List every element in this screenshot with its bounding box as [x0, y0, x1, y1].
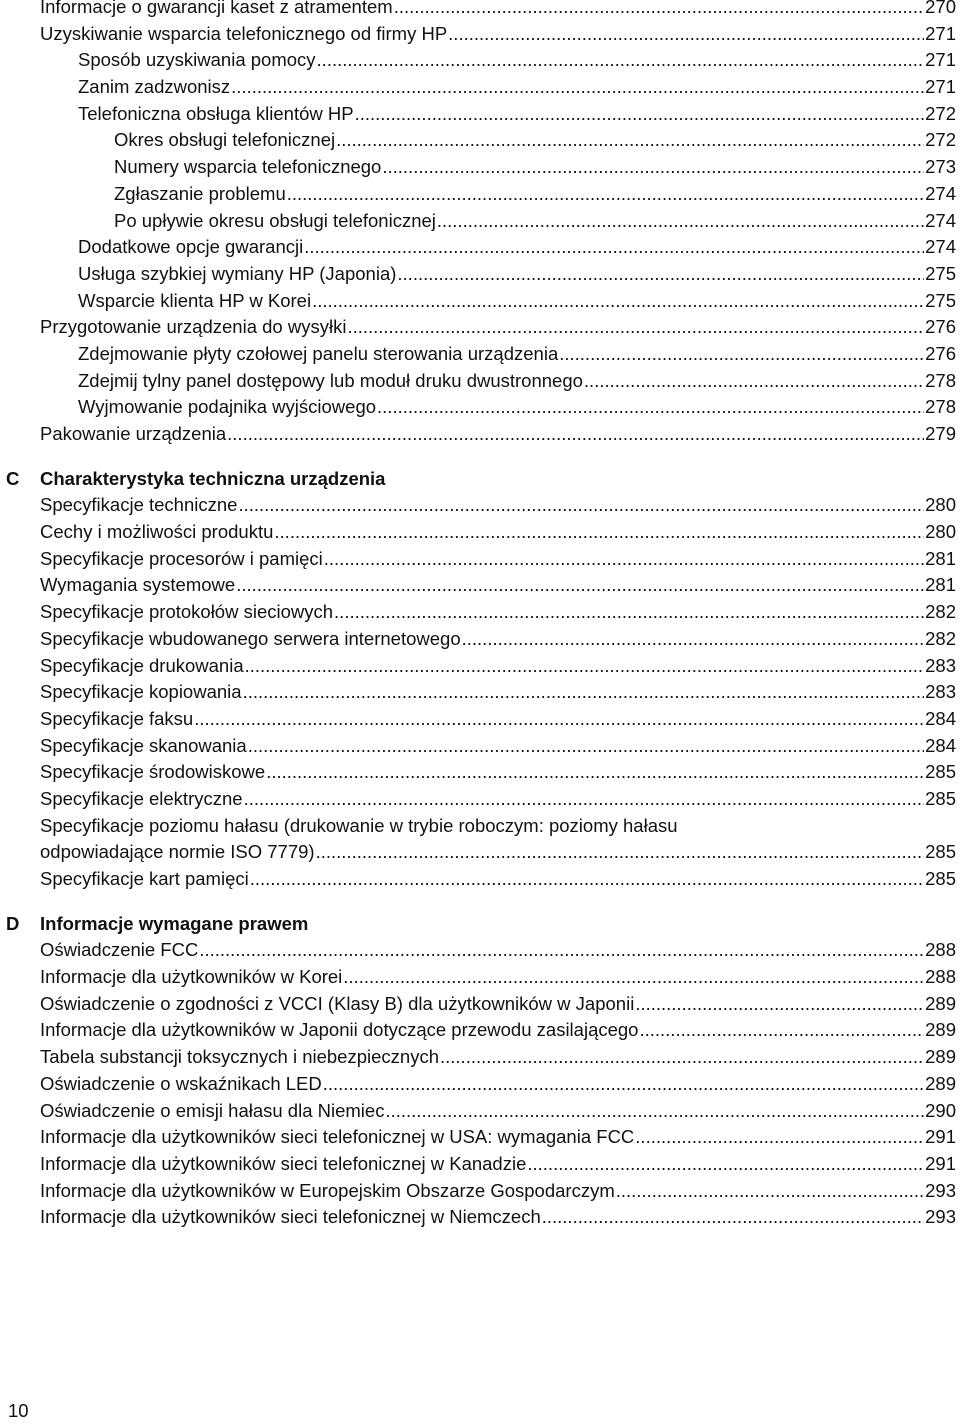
dot-leader	[317, 47, 925, 74]
toc-page-number: 289	[925, 1046, 956, 1068]
toc-entry[interactable]	[0, 101, 960, 128]
toc-entry-title: Informacje dla użytkowników w Europejskim Obszarze Gospodarczym	[40, 1179, 615, 1201]
toc-page-number: 274	[925, 209, 956, 231]
toc-entry[interactable]	[0, 1098, 960, 1125]
toc-page-number: 282	[925, 627, 956, 649]
toc-page-number: 289	[925, 992, 956, 1014]
dot-leader	[355, 101, 925, 128]
toc-entry-title-line1: Specyfikacje poziomu hałasu (drukowanie w trybie roboczym: poziomy hałasu	[40, 814, 678, 836]
dot-leader	[287, 181, 924, 208]
toc-page-number: 278	[925, 369, 956, 391]
toc-entry-title: Zdejmij tylny panel dostępowy lub moduł druku dwustronnego	[78, 369, 583, 391]
toc-page-number: 270	[925, 0, 956, 17]
toc-page-number: 284	[925, 734, 956, 756]
dot-leader	[635, 1124, 924, 1151]
toc-entry[interactable]	[0, 1044, 960, 1071]
toc-entry[interactable]	[0, 234, 960, 261]
toc-entry-title: Uzyskiwanie wsparcia telefonicznego od firmy HP	[40, 22, 448, 44]
dot-leader	[324, 546, 924, 573]
toc-entry-title: Specyfikacje techniczne	[40, 494, 238, 516]
toc-entry[interactable]	[0, 368, 960, 395]
toc-entry-title: Tabela substancji toksycznych i niebezpiecznych	[40, 1046, 439, 1068]
toc-entry-title: Specyfikacje procesorów i pamięci	[40, 547, 323, 569]
toc-entry-title: Specyfikacje elektryczne	[40, 787, 243, 809]
toc-entry-title: Wsparcie klienta HP w Korei	[78, 289, 312, 311]
dot-leader	[394, 0, 924, 21]
toc-page-number: 280	[925, 494, 956, 516]
dot-leader	[382, 154, 924, 181]
toc-entry[interactable]	[0, 964, 960, 991]
toc-entry-title: Dodatkowe opcje gwarancji	[78, 236, 304, 258]
toc-entry-title: Informacje o gwarancji kaset z atramentem	[40, 0, 393, 17]
toc-page-number: 283	[925, 681, 956, 703]
toc-entry-title: Specyfikacje protokołów sieciowych	[40, 601, 334, 623]
toc-entry[interactable]	[0, 74, 960, 101]
toc-entry-title: Informacje dla użytkowników sieci telefonicznej w Niemczech	[40, 1206, 541, 1228]
toc-page-number: 285	[925, 761, 956, 783]
dot-leader	[323, 1071, 924, 1098]
toc-entry[interactable]	[0, 0, 960, 21]
toc-entry-title: Informacje dla użytkowników sieci telefonicznej w USA: wymagania FCC	[40, 1126, 635, 1148]
toc-entry[interactable]	[0, 208, 960, 235]
toc-entry-title: Cechy i możliwości produktu	[40, 521, 274, 543]
toc-entry-wrapped-line2[interactable]	[0, 839, 960, 866]
dot-leader	[377, 394, 924, 421]
toc-entry-title: Specyfikacje środowiskowe	[40, 761, 266, 783]
toc-page-number: 274	[925, 236, 956, 258]
toc-entry-title: Oświadczenie o emisji hałasu dla Niemiec	[40, 1099, 385, 1121]
toc-entry-title: Numery wsparcia telefonicznego	[114, 156, 382, 178]
dot-leader	[274, 519, 924, 546]
dot-leader	[616, 1178, 924, 1205]
page-number: 10	[8, 1400, 29, 1421]
dot-leader	[304, 234, 924, 261]
toc-page-number: 271	[925, 22, 956, 44]
toc-page-number: 272	[925, 129, 956, 151]
dot-leader	[244, 786, 925, 813]
toc-page-number: 291	[925, 1126, 956, 1148]
dot-leader	[462, 626, 925, 653]
dot-leader	[266, 759, 924, 786]
toc-entry[interactable]	[0, 288, 960, 315]
dot-leader	[316, 839, 925, 866]
dot-leader	[437, 208, 924, 235]
dot-leader	[334, 599, 924, 626]
toc-page-number: 293	[925, 1206, 956, 1228]
toc-page-number: 271	[925, 76, 956, 98]
toc-page-number: 275	[925, 289, 956, 311]
toc-entry[interactable]	[0, 626, 960, 653]
toc-entry-title: Przygotowanie urządzenia do wysyłki	[40, 316, 347, 338]
toc-page-number: 280	[925, 521, 956, 543]
toc-page-number: 272	[925, 102, 956, 124]
toc-entry-title: Wyjmowanie podajnika wyjściowego	[78, 396, 377, 418]
chapter-title: Informacje wymagane prawem	[40, 912, 309, 934]
toc-page-number: 275	[925, 262, 956, 284]
toc-entry[interactable]	[0, 706, 960, 733]
toc-entry-title: Specyfikacje kart pamięci	[40, 868, 249, 889]
dot-leader	[527, 1151, 924, 1178]
toc-chapter-c-entries	[0, 492, 960, 812]
toc-entry[interactable]	[0, 127, 960, 154]
toc-entry-title: Oświadczenie o zgodności z VCCI (Klasy B) dla użytkowników w Japonii	[40, 992, 635, 1014]
toc-page-number: 283	[925, 654, 956, 676]
toc-page-number: 290	[925, 1099, 956, 1121]
chapter-c-heading	[0, 466, 960, 493]
toc-entry[interactable]	[0, 546, 960, 573]
dot-leader	[248, 733, 924, 760]
toc-page-number: 279	[925, 423, 956, 444]
toc-entry-title: Specyfikacje drukowania	[40, 654, 244, 676]
toc-page-number: 288	[925, 966, 956, 988]
dot-leader	[245, 653, 925, 680]
toc-entry-title: Informacje dla użytkowników w Japonii dotyczące przewodu zasilającego	[40, 1019, 639, 1041]
toc-entry[interactable]	[0, 21, 960, 48]
toc-entry[interactable]	[0, 1017, 960, 1044]
toc-entry[interactable]	[0, 786, 960, 813]
dot-leader	[243, 679, 925, 706]
toc-entry[interactable]	[0, 866, 960, 893]
toc-entry-title: Specyfikacje kopiowania	[40, 681, 242, 703]
toc-entry-wrapped[interactable]	[0, 813, 960, 840]
toc-page-number: 285	[925, 841, 956, 863]
dot-leader	[236, 572, 924, 599]
toc-entry[interactable]	[0, 1071, 960, 1098]
toc-entry[interactable]	[0, 733, 960, 760]
toc-entry-title: Po upływie okresu obsługi telefonicznej	[114, 209, 436, 231]
dot-leader	[343, 964, 924, 991]
toc-entry-title: Informacje dla użytkowników w Korei	[40, 966, 343, 988]
toc-entry[interactable]	[0, 154, 960, 181]
toc-chapter-d-entries	[0, 937, 960, 1231]
dot-leader	[635, 991, 924, 1018]
dot-leader	[559, 341, 924, 368]
dot-leader	[397, 261, 924, 288]
dot-leader	[385, 1098, 924, 1125]
chapter-letter: D	[6, 912, 20, 934]
dot-leader	[312, 288, 924, 315]
toc-entry[interactable]	[0, 991, 960, 1018]
toc-entry[interactable]	[0, 181, 960, 208]
toc-entry[interactable]	[0, 47, 960, 74]
toc-entry-title: Sposób uzyskiwania pomocy	[78, 49, 316, 71]
toc-entry-title: Pakowanie urządzenia	[40, 423, 227, 444]
toc-page-number: 271	[925, 49, 956, 71]
toc-entry[interactable]	[0, 1151, 960, 1178]
dot-leader	[231, 74, 924, 101]
toc-entry[interactable]	[0, 492, 960, 519]
toc-page-number: 274	[925, 182, 956, 204]
toc-page-number: 291	[925, 1152, 956, 1174]
toc-entry-title: Specyfikacje wbudowanego serwera internetowego	[40, 627, 461, 649]
toc-entry-title: Informacje dla użytkowników sieci telefonicznej w Kanadzie	[40, 1152, 527, 1174]
toc-entry[interactable]	[0, 314, 960, 341]
toc-entry-title: Telefoniczna obsługa klientów HP	[78, 102, 354, 124]
dot-leader	[347, 314, 924, 341]
toc-page-number: 273	[925, 156, 956, 178]
toc-entry-title: Usługa szybkiej wymiany HP (Japonia)	[78, 262, 397, 284]
toc-entry[interactable]	[0, 937, 960, 964]
toc-entry[interactable]	[0, 1124, 960, 1151]
toc-page-number: 288	[925, 939, 956, 961]
toc-entry[interactable]	[0, 519, 960, 546]
toc-entry[interactable]	[0, 261, 960, 288]
toc-page-number: 285	[925, 868, 956, 889]
toc-page-number: 278	[925, 396, 956, 418]
toc-page-number: 281	[925, 574, 956, 596]
toc-entry[interactable]	[0, 572, 960, 599]
toc-page-number: 276	[925, 342, 956, 364]
toc-entry[interactable]	[0, 1204, 960, 1231]
toc-entry-title: Zanim zadzwonisz	[78, 76, 231, 98]
toc-entry-title: Oświadczenie FCC	[40, 939, 199, 961]
dot-leader	[584, 368, 924, 395]
dot-leader	[227, 421, 924, 448]
toc-entry[interactable]	[0, 653, 960, 680]
toc-entry[interactable]	[0, 759, 960, 786]
dot-leader	[448, 21, 924, 48]
toc-entry-title: Specyfikacje skanowania	[40, 734, 247, 756]
toc-entry-title: Zdejmowanie płyty czołowej panelu sterowania urządzenia	[78, 342, 559, 364]
toc-page-number: 276	[925, 316, 956, 338]
toc-entry[interactable]	[0, 599, 960, 626]
dot-leader	[542, 1204, 924, 1231]
chapter-title: Charakterystyka techniczna urządzenia	[40, 467, 386, 489]
toc-section-b-continued	[0, 0, 960, 448]
toc-page-number: 282	[925, 601, 956, 623]
toc-page-number: 285	[925, 787, 956, 809]
toc-entry-title-line2: odpowiadające normie ISO 7779)	[40, 841, 315, 863]
toc-entry[interactable]	[0, 679, 960, 706]
toc-entry-title: Specyfikacje faksu	[40, 707, 194, 729]
toc-entry[interactable]	[0, 394, 960, 421]
toc-page-number: 284	[925, 707, 956, 729]
dot-leader	[194, 706, 924, 733]
dot-leader	[238, 492, 924, 519]
chapter-d-heading	[0, 911, 960, 938]
dot-leader	[250, 866, 924, 893]
dot-leader	[336, 127, 924, 154]
dot-leader	[199, 937, 924, 964]
toc-page-number: 289	[925, 1019, 956, 1041]
toc-entry[interactable]	[0, 421, 960, 448]
toc-entry[interactable]	[0, 341, 960, 368]
toc-entry-title: Oświadczenie o wskaźnikach LED	[40, 1072, 322, 1094]
toc-entry-title: Zgłaszanie problemu	[114, 182, 286, 204]
toc-entry-title: Wymagania systemowe	[40, 574, 236, 596]
chapter-letter: C	[6, 467, 20, 489]
toc-entry[interactable]	[0, 1178, 960, 1205]
dot-leader	[440, 1044, 924, 1071]
toc-entry-title: Okres obsługi telefonicznej	[114, 129, 336, 151]
toc-page-number: 293	[925, 1179, 956, 1201]
dot-leader	[639, 1017, 924, 1044]
toc-page-number: 289	[925, 1072, 956, 1094]
toc-page-number: 281	[925, 547, 956, 569]
